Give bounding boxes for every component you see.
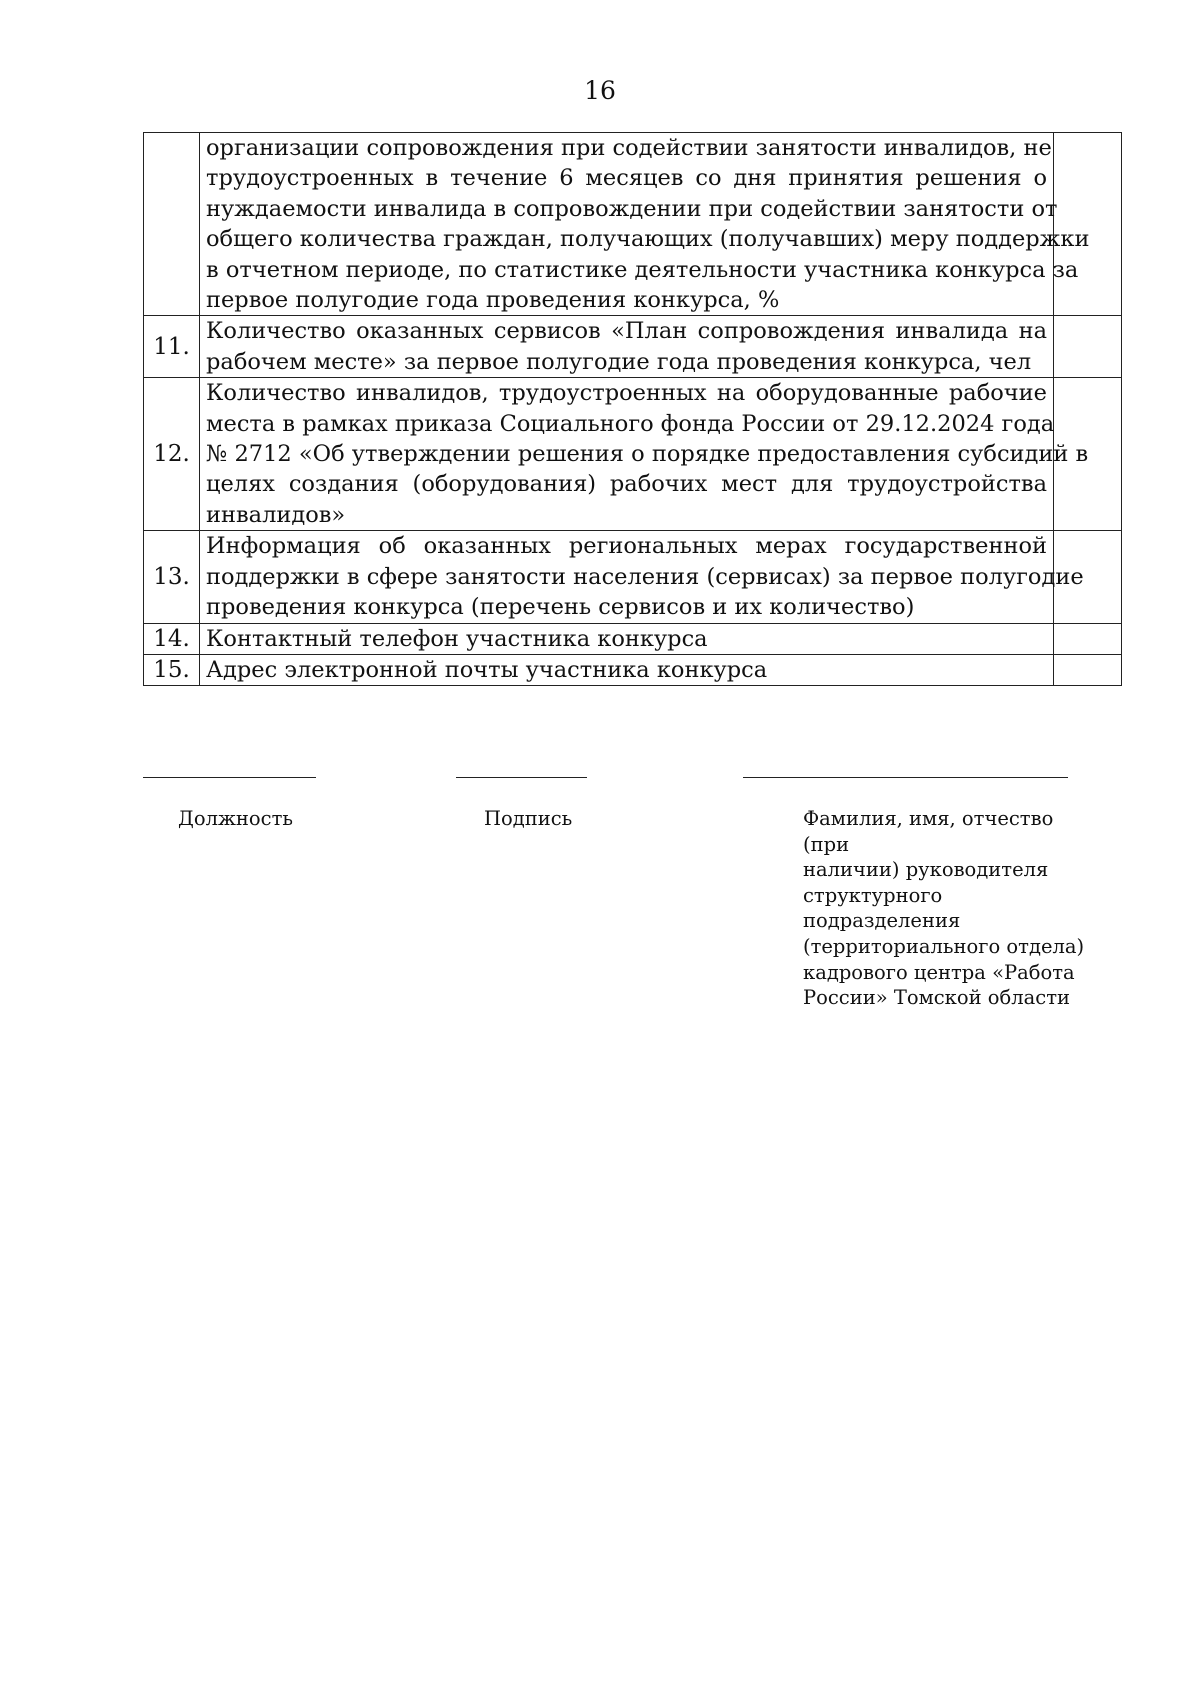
position-label: Должность [178, 807, 293, 830]
description-line: Контактный телефон участника конкурса [206, 625, 708, 652]
name-label [803, 806, 1103, 1011]
row-description [200, 623, 1054, 654]
name-label-line: России» Томской области [803, 986, 1070, 1010]
description-line: Количество оказанных сервисов «План сопровождения инвалида на [206, 318, 1047, 345]
table-row [144, 654, 1122, 685]
name-signature-line [743, 777, 1068, 778]
row-description [200, 316, 1054, 378]
row-number: 15. [144, 654, 200, 685]
description-line: Количество инвалидов, трудоустроенных на оборудованные рабочие [206, 380, 1047, 407]
description-line: первое полугодие года проведения конкурса, % [206, 287, 780, 314]
page-number: 16 [584, 76, 616, 105]
row-value [1054, 623, 1122, 654]
name-label-line: кадрового центра «Работа [803, 960, 1075, 984]
row-description [200, 531, 1084, 623]
description-line: целях создания (оборудования) рабочих мест для трудоустройства [206, 471, 1047, 498]
table-row [144, 531, 1122, 623]
row-number: 12. [144, 378, 200, 531]
row-number: 11. [144, 316, 200, 378]
row-description [200, 654, 1054, 685]
table-row [144, 316, 1122, 378]
signature-line [456, 777, 587, 778]
description-line: в отчетном периоде, по статистике деятельности участника конкурса за [206, 256, 1079, 283]
description-line: поддержки в сфере занятости населения (сервисах) за первое полугодие [206, 563, 1084, 590]
description-line: Адрес электронной почты участника конкурса [206, 656, 768, 683]
row-description [200, 133, 1090, 316]
description-line: организации сопровождения при содействии занятости инвалидов, не [206, 135, 1052, 161]
criteria-table [143, 132, 1122, 686]
row-value [1054, 654, 1122, 685]
description-line: Информация об оказанных региональных мерах государственной [206, 533, 1047, 560]
row-description [200, 378, 1089, 531]
description-line: нуждаемости инвалида в сопровождении при содействии занятости от [206, 195, 1058, 222]
row-value [1054, 316, 1122, 378]
row-value [1054, 133, 1122, 316]
description-line: общего количества граждан, получающих (получавших) меру поддержки [206, 226, 1090, 253]
table-row [144, 133, 1122, 316]
description-line: места в рамках приказа Социального фонда России от 29.12.2024 года [206, 410, 1055, 437]
table-row [144, 623, 1122, 654]
description-line: рабочем месте» за первое полугодие года проведения конкурса, чел [206, 348, 1032, 375]
name-label-line: (территориального отдела) [803, 934, 1085, 958]
description-line: инвалидов» [206, 501, 346, 528]
table-row [144, 378, 1122, 531]
position-signature-line [143, 777, 316, 778]
row-number [144, 133, 200, 316]
name-label-line: структурного подразделения [803, 883, 961, 933]
description-line: № 2712 «Об утверждении решения о порядке предоставления субсидий в [206, 441, 1089, 468]
name-label-line: наличии) руководителя [803, 858, 1049, 882]
name-label-line: Фамилия, имя, отчество (при [803, 807, 1054, 856]
description-line: трудоустроенных в течение 6 месяцев со дня принятия решения о [206, 165, 1047, 192]
signature-label: Подпись [484, 807, 573, 830]
description-line: проведения конкурса (перечень сервисов и их количество) [206, 594, 915, 621]
row-number: 13. [144, 531, 200, 623]
row-number: 14. [144, 623, 200, 654]
